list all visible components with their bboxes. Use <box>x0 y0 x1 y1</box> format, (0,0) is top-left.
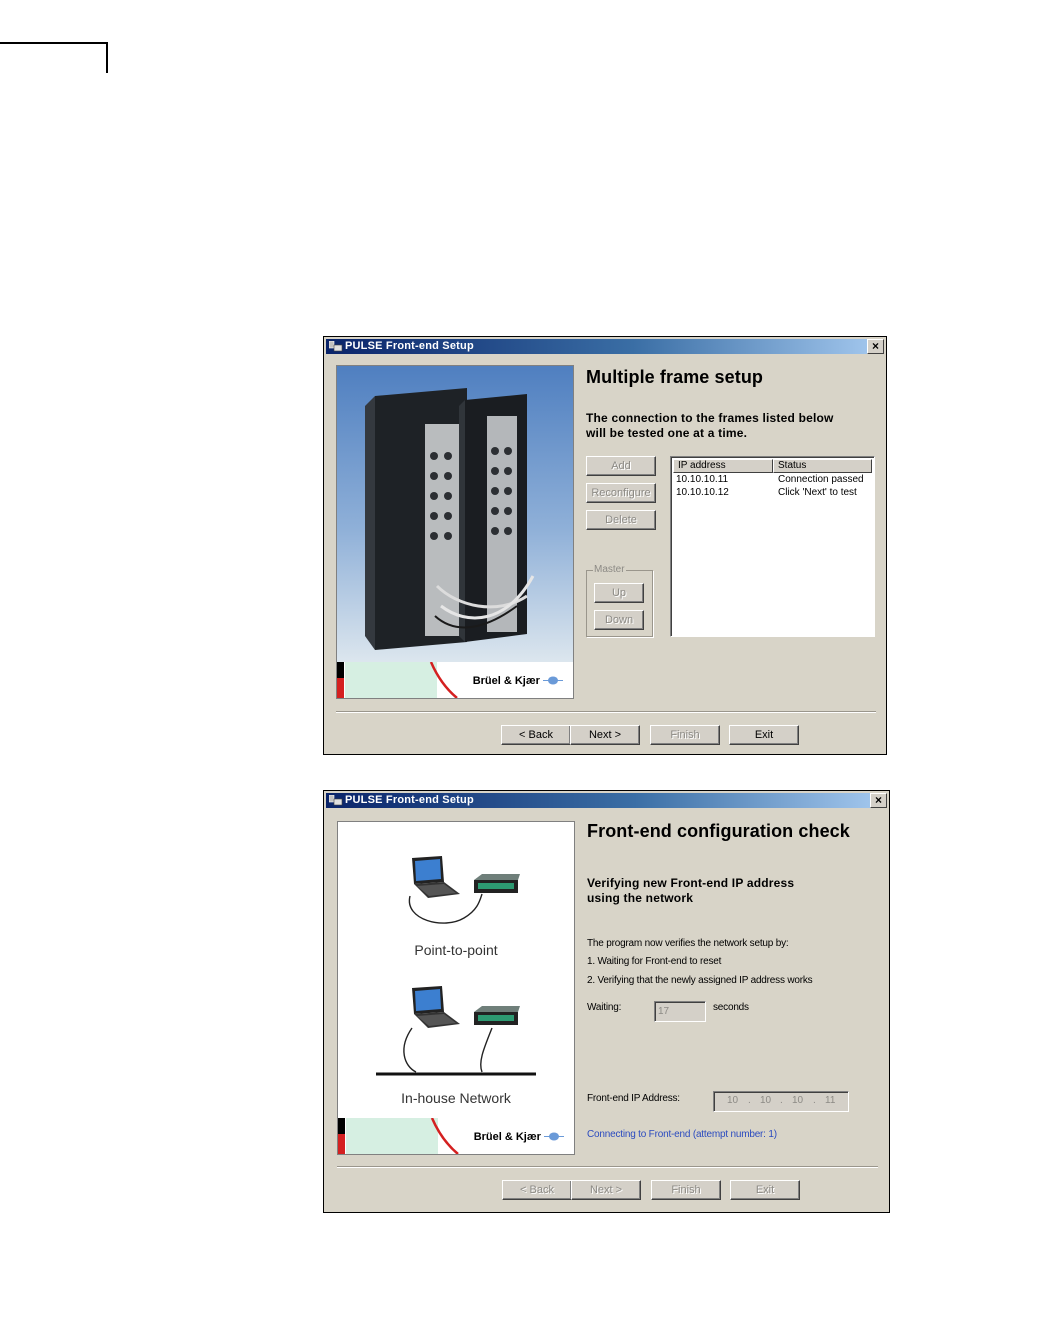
title-bar[interactable] <box>326 339 884 354</box>
column-header-ip[interactable]: IP address <box>673 459 773 473</box>
verification-step-2: 2. Verifying that the newly assigned IP address works <box>587 975 813 986</box>
delete-button[interactable]: Delete <box>586 510 656 530</box>
next-button[interactable]: Next > <box>570 725 640 745</box>
hardware-photo-panel <box>336 365 574 699</box>
frontend-hardware-photo <box>337 366 573 662</box>
ip-octet: 10 <box>792 1095 804 1106</box>
ip-octet: 10 <box>760 1095 772 1106</box>
back-button[interactable]: < Back <box>502 1180 572 1200</box>
status-cell: Click 'Next' to test <box>778 487 857 498</box>
ip-dot: . <box>780 1095 783 1106</box>
footer-separator <box>337 1166 878 1168</box>
page-subheading-line2: will be tested one at a time. <box>586 426 748 440</box>
waiting-seconds-value: 17 <box>658 1006 670 1017</box>
point-to-point-cable <box>404 890 494 930</box>
ip-octet: 10 <box>727 1095 739 1106</box>
footer-separator <box>336 711 876 713</box>
table-row[interactable] <box>671 474 871 487</box>
frames-list[interactable] <box>670 456 875 637</box>
bk-globe-icon <box>543 676 563 685</box>
brand-logo: Brüel & Kjær <box>473 675 563 687</box>
verification-intro: The program now verifies the network setup by: <box>587 938 789 949</box>
add-button[interactable]: Add <box>586 456 656 476</box>
ip-dot: . <box>813 1095 816 1106</box>
back-button[interactable]: < Back <box>501 725 571 745</box>
diagram-label-point-to-point: Point-to-point <box>414 942 498 958</box>
dialog-frontend-configuration-check <box>323 790 890 1213</box>
master-group-label: Master <box>594 564 625 575</box>
dialog-multiple-frame-setup <box>323 336 887 755</box>
app-icon <box>329 341 343 352</box>
window-title: PULSE Front-end Setup <box>345 340 474 352</box>
waiting-seconds-field <box>654 1001 706 1022</box>
crop-mark-vertical <box>106 42 108 73</box>
page-heading: Multiple frame setup <box>586 367 764 387</box>
window-title: PULSE Front-end Setup <box>345 794 474 806</box>
master-down-button[interactable]: Down <box>594 610 644 630</box>
close-button[interactable]: × <box>870 793 887 808</box>
ip-octet: 11 <box>825 1095 836 1106</box>
ip-address-field <box>713 1091 849 1112</box>
status-cell: Connection passed <box>778 474 864 485</box>
exit-button[interactable]: Exit <box>729 725 799 745</box>
connection-status: Connecting to Front-end (attempt number: 1) <box>587 1129 777 1140</box>
brand-logo: Brüel & Kjær <box>474 1131 564 1143</box>
ip-cell: 10.10.10.12 <box>676 487 729 498</box>
finish-button[interactable]: Finish <box>651 1180 721 1200</box>
column-header-status[interactable]: Status <box>773 459 872 473</box>
verification-step-1: 1. Waiting for Front-end to reset <box>587 956 722 967</box>
page-subheading-line1: Verifying new Front-end IP address <box>587 876 795 890</box>
master-up-button[interactable]: Up <box>594 583 644 603</box>
exit-button[interactable]: Exit <box>730 1180 800 1200</box>
finish-button[interactable]: Finish <box>650 725 720 745</box>
waiting-label: Waiting: <box>587 1002 622 1013</box>
seconds-label: seconds <box>713 1002 749 1013</box>
reconfigure-button[interactable]: Reconfigure <box>586 483 656 503</box>
close-button[interactable]: × <box>867 339 884 354</box>
page-subheading-line1: The connection to the frames listed below <box>586 411 834 425</box>
ip-address-label: Front-end IP Address: <box>587 1093 680 1104</box>
bk-globe-icon <box>544 1132 564 1141</box>
app-icon <box>329 795 343 806</box>
brand-strip <box>337 662 573 698</box>
ip-dot: . <box>748 1095 751 1106</box>
page-subheading-line2: using the network <box>587 891 694 905</box>
table-row[interactable] <box>671 487 871 500</box>
diagram-label-in-house-network: In-house Network <box>401 1090 511 1106</box>
network-diagram-panel <box>337 821 575 1155</box>
brand-strip <box>338 1118 574 1154</box>
next-button[interactable]: Next > <box>571 1180 641 1200</box>
ip-cell: 10.10.10.11 <box>676 474 729 485</box>
crop-mark-horizontal <box>0 42 108 44</box>
page-heading: Front-end configuration check <box>587 821 850 841</box>
master-group <box>586 564 653 637</box>
network-cables <box>374 1018 574 1088</box>
title-bar[interactable] <box>326 793 887 808</box>
